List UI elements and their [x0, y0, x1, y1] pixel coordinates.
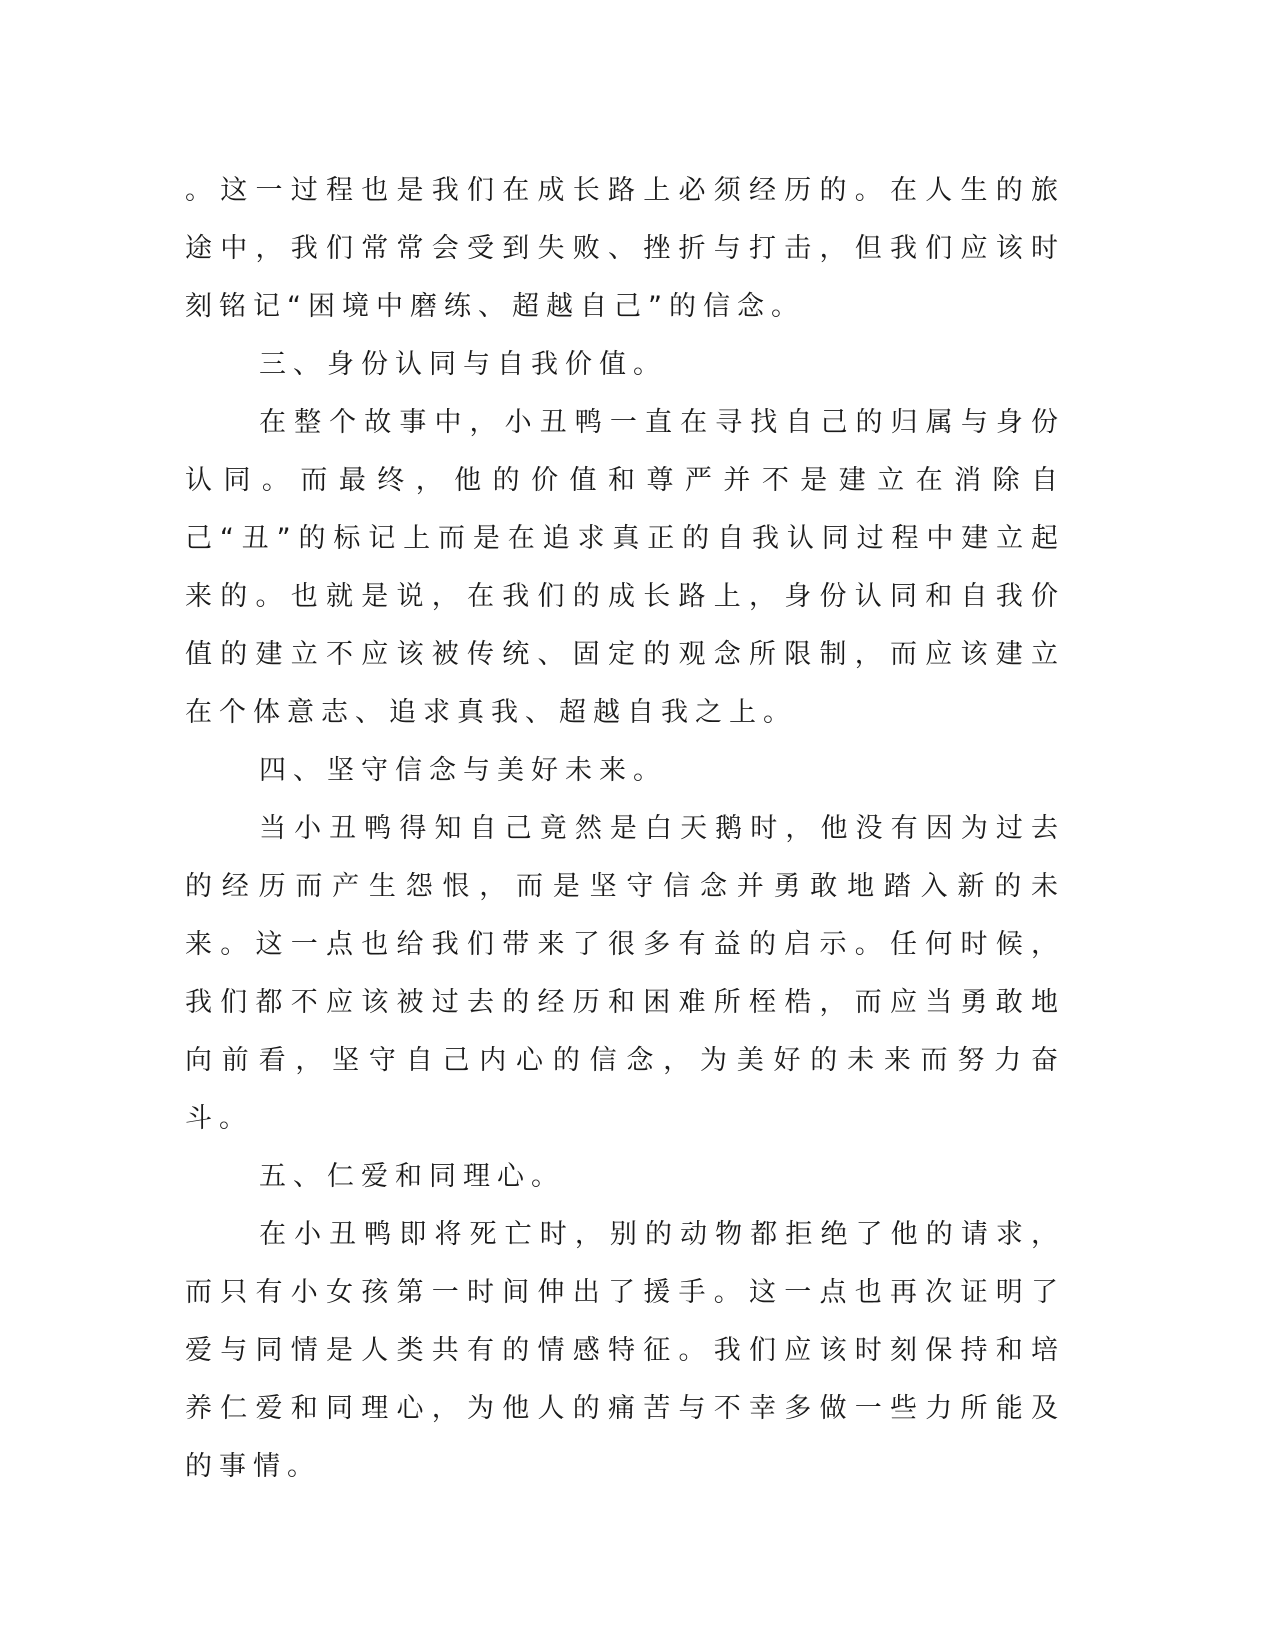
- paragraph-belief: 当小丑鸭得知自己竟然是白天鹅时，他没有因为过去的经历而产生怨恨，而是坚守信念并勇敢地踏入新的未来。这一点也给我们带来了很多有益的启示。任何时候，我们都不应该被过去的经历和困难所桎梏，而应当勇敢地向前看，坚守自己内心的信念，为美好的未来而努力奋斗。: [185, 813, 1065, 1134]
- section-heading-belief: 四、坚守信念与美好未来。: [259, 755, 667, 786]
- section-heading-identity: 三、身份认同与自我价值。: [259, 349, 667, 380]
- section-heading-compassion: 五、仁爱和同理心。: [259, 1161, 565, 1192]
- paragraph-identity: 在整个故事中，小丑鸭一直在寻找自己的归属与身份认同。而最终，他的价值和尊严并不是建立在消除自己“丑”的标记上而是在追求真正的自我认同过程中建立起来的。也就是说，在我们的成长路上，身份认同和自我价值的建立不应该被传统、固定的观念所限制，而应该建立在个体意志、追求真我、超越自我之上。: [185, 407, 1065, 728]
- document-body: [185, 162, 1065, 1496]
- paragraph-continuation: 。这一过程也是我们在成长路上必须经历的。在人生的旅途中，我们常常会受到失败、挫折与打击，但我们应该时刻铭记“困境中磨练、超越自己”的信念。: [185, 175, 1065, 322]
- paragraph-compassion: 在小丑鸭即将死亡时，别的动物都拒绝了他的请求，而只有小女孩第一时间伸出了援手。这一点也再次证明了爱与同情是人类共有的情感特征。我们应该时刻保持和培养仁爱和同理心，为他人的痛苦与不幸多做一些力所能及的事情。: [185, 1219, 1065, 1482]
